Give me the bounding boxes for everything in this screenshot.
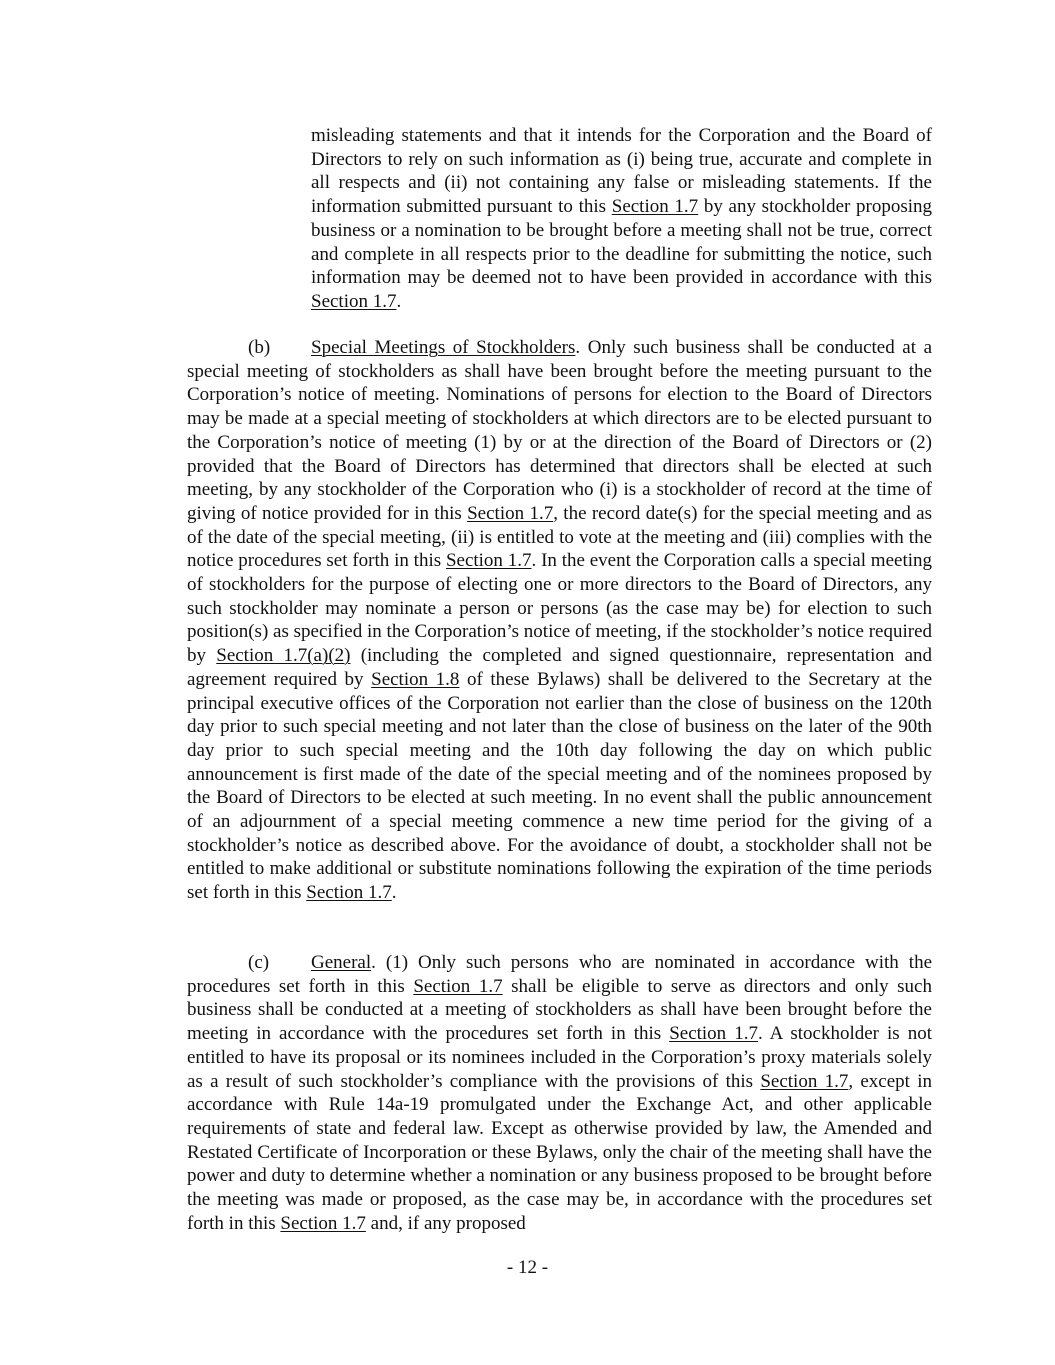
section-reference: Section 1.7	[306, 882, 392, 904]
section-reference: Section 1.7	[445, 550, 532, 572]
section-reference: Section 1.7	[413, 975, 503, 997]
section-c-text-4: , except in accordance with Rule 14a-19 promulgated under the Exchange Act, and other applicable requirements of state and federal law. Except as otherwise provided by law, the Amended and Restated Certificate of Incorporation or these Bylaws, only the chair of the meeting shall have the power and duty to determine whether a nomination or any business proposed to be brought before the meeting was made or proposed, as the case may be, in accordance with the procedures set forth in this	[187, 1070, 932, 1234]
section-b-text-3: . In the event the Corporation calls a special meeting of stockholders for the purpose of electing one or more directors to the Board of Directors, any such stockholder may nominate a person or persons (as the case may be) for election to such position(s) as specified in the Corporation’s notice of meeting, if the stockholder’s notice required by	[187, 550, 932, 667]
section-b-paragraph	[187, 336, 932, 905]
section-b-text-4: (including the completed and signed questionnaire, representation and agreement required by	[187, 645, 933, 690]
section-b-text-5: of these Bylaws) shall be delivered to the Secretary at the principal executive offices of the Corporation not earlier than the close of business on the 120th day prior to such special meeting and not later than the close of business on the later of the 90th day prior to such special meeting and the 10th day following the day on which public announcement is first made of the date of the special meeting and of the nominees proposed by the Board of Directors to be elected at such meeting. In no event shall the public announcement of an adjournment of a special meeting commence a new time period for the giving of a stockholder’s notice as described above. For the avoidance of doubt, a stockholder shall not be entitled to make additional or substitute nominations following the expiration of the time periods set forth in this	[187, 668, 933, 904]
continued-paragraph	[311, 124, 932, 314]
section-c-text-1: . (1) Only such persons who are nominated in accordance with the procedures set forth in this	[187, 952, 932, 997]
section-c-paragraph	[187, 951, 932, 1235]
page-number: - 12 -	[506, 1257, 549, 1278]
section-b-text-6: .	[391, 882, 397, 904]
section-b-marker: (b)	[248, 337, 271, 358]
continued-text-2: by any stockholder proposing business or a nomination to be brought before a meeting shall not be true, correct and complete in all respects prior to the deadline for submitting the notice, such information may be deemed not to have been provided in accordance with this	[311, 196, 933, 289]
section-reference: Section 1.7	[669, 1023, 758, 1045]
continued-text-1: misleading statements and that it intends for the Corporation and the Board of Directors to rely on such information as (i) being true, accurate and complete in all respects and (ii) not containing any false or misleading statements. If the information submitted pursuant to this	[311, 125, 932, 218]
section-c-text-2: shall be eligible to serve as directors and only such business shall be conducted at a meeting of stockholders as shall have been brought before the meeting in accordance with the procedures set forth in this	[187, 975, 932, 1045]
section-reference: Section 1.8	[371, 668, 460, 690]
section-c-marker: (c)	[248, 952, 270, 973]
section-c-heading: General	[311, 952, 372, 973]
section-reference: Section 1.7	[760, 1070, 849, 1092]
section-b-heading: Special Meetings of Stockholders	[311, 337, 576, 358]
section-b-text-1: . Only such business shall be conducted at a special meeting of stockholders as shall have been brought before the meeting pursuant to the Corporation’s notice of meeting. Nominations of persons for election to the Board of Directors may be made at a special meeting of stockholders at which directors are to be elected pursuant to the Corporation’s notice of meeting (1) by or at the direction of the Board of Directors or (2) provided that the Board of Directors has determined that directors shall be elected at such meeting, by any stockholder of the Corporation who (i) is a stockholder of record at the time of giving of notice provided for in this	[187, 337, 932, 524]
continued-text-3: .	[396, 290, 402, 312]
section-reference: Section 1.7	[611, 196, 699, 218]
section-reference: Section 1.7	[280, 1212, 366, 1234]
section-reference: Section 1.7	[467, 502, 554, 524]
section-c-text-5: and, if any proposed	[365, 1212, 526, 1234]
section-reference: Section 1.7	[311, 290, 397, 312]
section-reference: Section 1.7(a)(2)	[216, 645, 351, 667]
section-c-text-3: . A stockholder is not entitled to have its proposal or its nominees included in the Corporation’s proxy materials solely as a result of such stockholder’s compliance with the provisions of this	[187, 1023, 932, 1092]
section-b-text-2: , the record date(s) for the special meeting and as of the date of the special meeting, (ii) is entitled to vote at the meeting and (iii) complies with the notice procedures set forth in this	[187, 502, 933, 572]
